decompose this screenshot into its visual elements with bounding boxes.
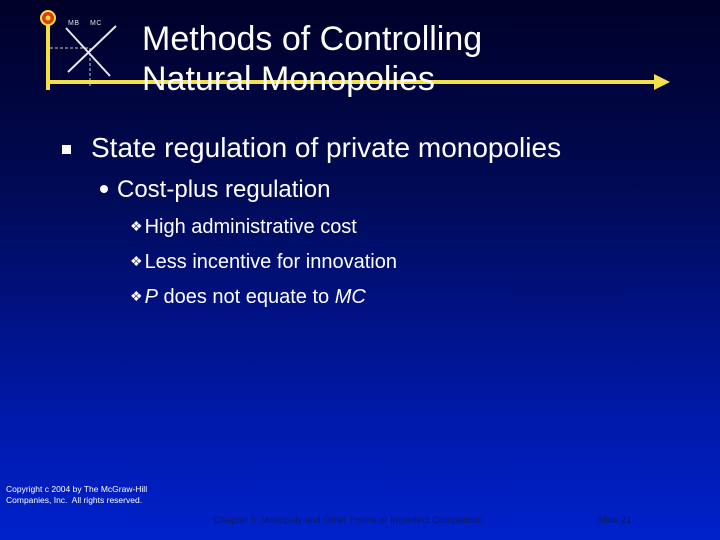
copyright-line-1: Copyright c 2004 by The McGraw-Hill <box>6 484 148 494</box>
bullet-level3-item <box>130 251 397 274</box>
bullet-level1 <box>62 132 561 164</box>
bullet-level2-text: Cost-plus regulation <box>117 176 331 203</box>
bullet-level2 <box>100 176 330 204</box>
footer-copyright <box>6 484 147 506</box>
price-symbol: P <box>144 286 158 308</box>
diamond-bullet-icon: ❖ <box>130 288 143 304</box>
bullet-level3-text: Less incentive for innovation <box>144 251 397 273</box>
bullet-level3-text: does not equate to <box>157 286 335 308</box>
footer-chapter: Chapter 9: Monopoly and Other Forms of Imperfect Competition <box>214 515 483 526</box>
square-bullet-icon <box>62 145 71 154</box>
circle-bullet-icon <box>100 185 108 193</box>
logo-mc-label: MC <box>90 20 102 27</box>
title-line-2: Natural Monopolies <box>142 59 435 98</box>
diamond-bullet-icon: ❖ <box>130 218 143 234</box>
marginal-cost-symbol: MC <box>334 286 366 308</box>
title-line-1: Methods of Controlling <box>142 19 483 58</box>
slide-title <box>142 19 482 99</box>
copyright-line-2: Companies, Inc. All rights reserved. <box>6 495 143 505</box>
bullet-level3-item <box>130 216 357 239</box>
logo-mb-label: MB <box>68 20 80 27</box>
bullet-level1-text: State regulation of private monopolies <box>91 132 562 163</box>
footer-slide-number: Slide 21 <box>597 515 632 526</box>
diamond-bullet-icon: ❖ <box>130 253 143 269</box>
bullet-level3-item <box>130 286 366 309</box>
bullet-level3-text: High administrative cost <box>144 216 357 238</box>
